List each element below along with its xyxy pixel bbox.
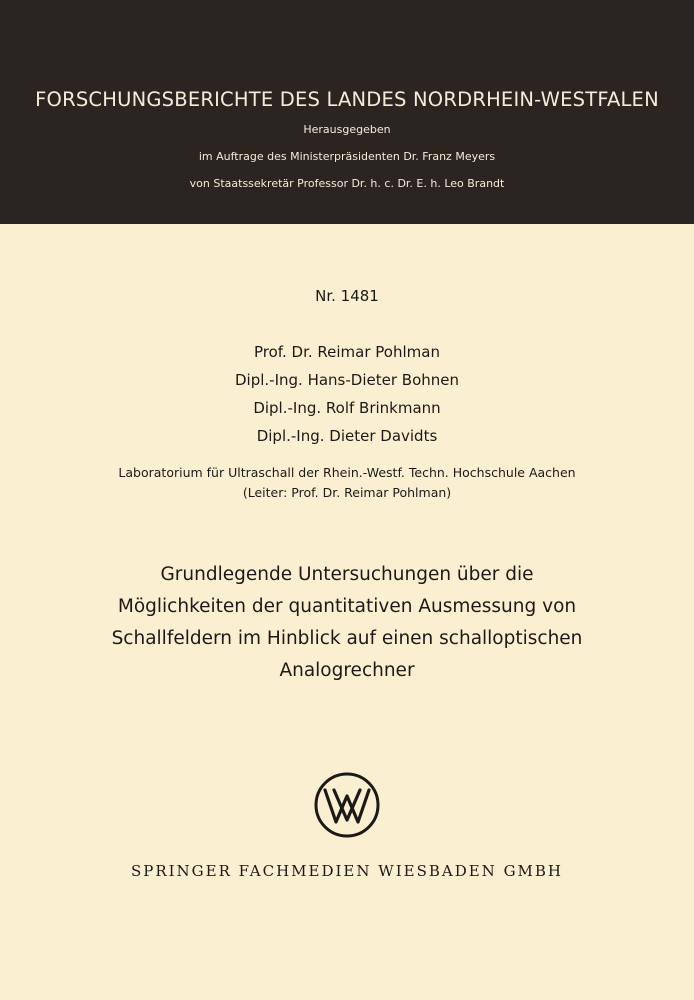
header-commission-line: im Auftrage des Ministerpräsidenten Dr. Franz Meyers bbox=[198, 150, 496, 163]
author-1: Prof. Dr. Reimar Pohlman bbox=[254, 343, 440, 361]
header-editor-label: Herausgegeben bbox=[303, 123, 391, 136]
series-title: FORSCHUNGSBERICHTE DES LANDES NORDRHEIN-WESTFALEN bbox=[35, 88, 659, 111]
book-title-line-1: Grundlegende Untersuchungen über die bbox=[160, 564, 534, 585]
author-3: Dipl.-Ing. Rolf Brinkmann bbox=[253, 399, 441, 417]
book-title-line-3: Schallfeldern im Hinblick auf einen schalloptischen bbox=[111, 628, 583, 649]
author-4: Dipl.-Ing. Dieter Davidts bbox=[256, 427, 438, 445]
author-2: Dipl.-Ing. Hans-Dieter Bohnen bbox=[235, 371, 459, 389]
book-title-line-2: Möglichkeiten der quantitativen Ausmessung von bbox=[117, 596, 577, 617]
book-title-line-4: Analogrechner bbox=[279, 660, 415, 681]
institute-head: (Leiter: Prof. Dr. Reimar Pohlman) bbox=[242, 485, 452, 500]
series-header-band bbox=[0, 0, 694, 224]
report-number: Nr. 1481 bbox=[315, 287, 379, 305]
header-editor-line: von Staatssekretär Professor Dr. h. c. Dr. E. h. Leo Brandt bbox=[189, 177, 505, 190]
institute-name: Laboratorium für Ultraschall der Rhein.-Westf. Techn. Hochschule Aachen bbox=[118, 465, 576, 480]
publisher-name: SPRINGER FACHMEDIEN WIESBADEN GMBH bbox=[130, 862, 564, 880]
publisher-vw-logo-icon bbox=[312, 770, 382, 840]
